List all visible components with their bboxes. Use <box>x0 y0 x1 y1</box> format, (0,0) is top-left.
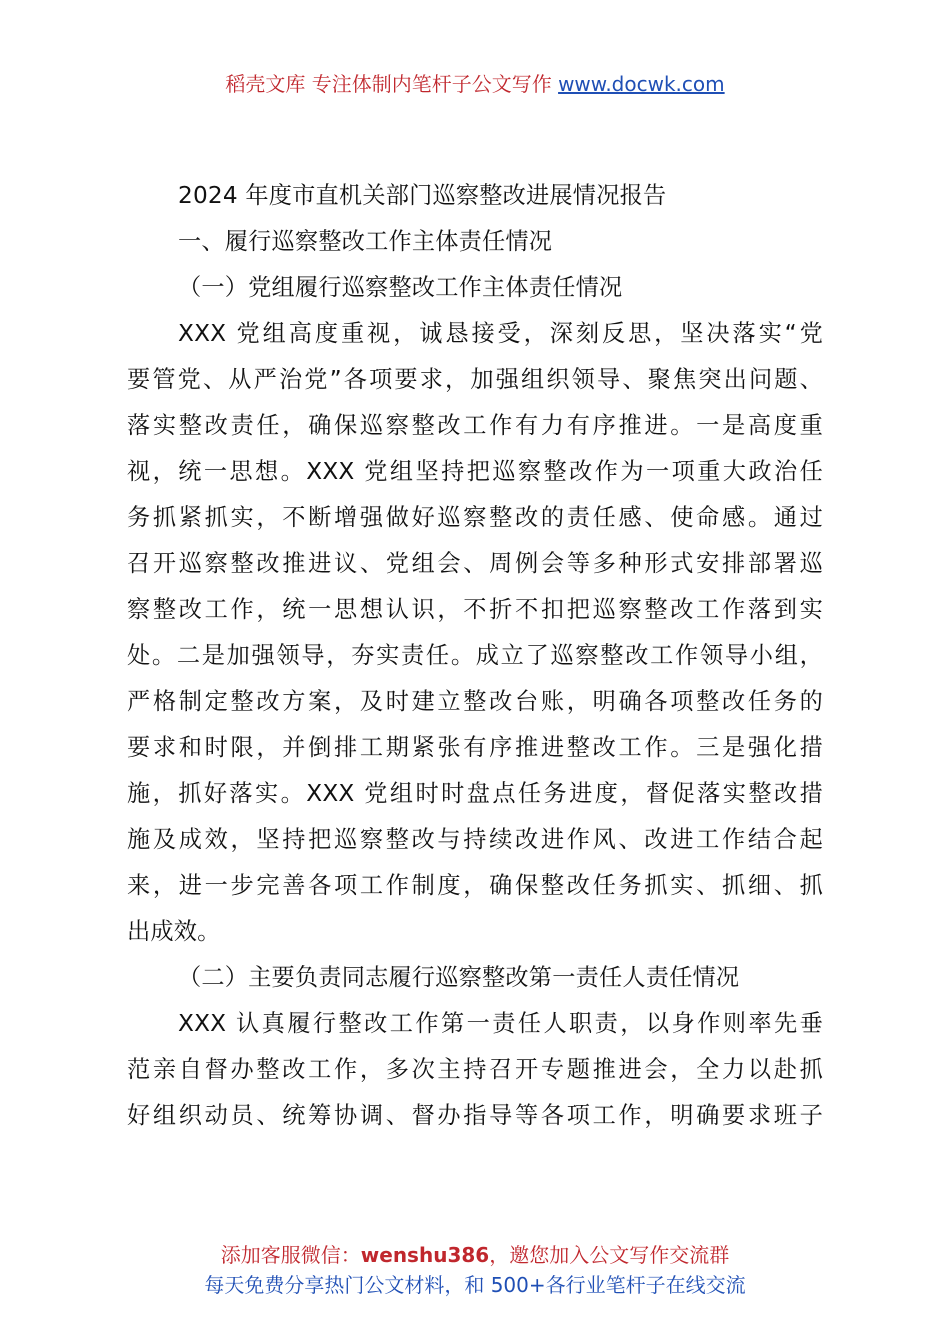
footer-share-line: 每天免费分享热门公文材料，和 500+各行业笔杆子在线交流 <box>204 1273 746 1297</box>
paragraph-line: 务抓紧抓实，不断增强做好巡察整改的责任感、使命感。通过 <box>127 504 823 531</box>
paragraph-line: XXX 党组高度重视，诚恳接受，深刻反思，坚决落实“党 <box>178 320 823 347</box>
watermark-header <box>0 70 950 98</box>
paragraph-line: 要求和时限，并倒排工期紧张有序推进整改工作。三是强化措 <box>127 734 823 761</box>
paragraph-line: 召开巡察整改推进议、党组会、周例会等多种形式安排部署巡 <box>127 550 823 577</box>
paragraph-line: 范亲自督办整改工作，多次主持召开专题推进会，全力以赴抓 <box>127 1056 823 1083</box>
header-brand-text: 稻壳文库 专注体制内笔杆子公文写作 <box>225 72 559 96</box>
subheading-1: （一）党组履行巡察整改工作主体责任情况 <box>178 274 623 301</box>
document-body <box>127 173 823 1139</box>
paragraph-line: 要管党、从严治党”各项要求，加强组织领导、聚焦突出问题、 <box>127 366 823 393</box>
paragraph-line: 落实整改责任，确保巡察整改工作有力有序推进。一是高度重 <box>127 412 823 439</box>
footer-contact-line <box>0 1240 950 1270</box>
subheading-2: （二）主要负责同志履行巡察整改第一责任人责任情况 <box>178 964 740 991</box>
watermark-footer <box>0 1240 950 1300</box>
paragraph-line: 察整改工作，统一思想认识，不折不扣把巡察整改工作落到实 <box>127 596 823 623</box>
paragraph-line: 严格制定整改方案，及时建立整改台账，明确各项整改任务的 <box>127 688 823 715</box>
paragraph-2 <box>127 1001 823 1139</box>
paragraph-line: XXX 认真履行整改工作第一责任人职责，以身作则率先垂 <box>178 1010 823 1037</box>
heading-1: 一、履行巡察整改工作主体责任情况 <box>178 228 553 255</box>
footer-wechat-id: wenshu386 <box>360 1243 490 1267</box>
paragraph-line: 处。二是加强领导，夯实责任。成立了巡察整改工作领导小组， <box>127 642 823 669</box>
paragraph-line: 出成效。 <box>127 918 221 945</box>
footer-contact-suffix: ，邀您加入公文写作交流群 <box>489 1243 730 1267</box>
document-title: 2024 年度市直机关部门巡察整改进展情况报告 <box>178 182 667 209</box>
paragraph-line: 施及成效，坚持把巡察整改与持续改进作风、改进工作结合起 <box>127 826 823 853</box>
paragraph-line: 视，统一思想。XXX 党组坚持把巡察整改作为一项重大政治任 <box>127 458 823 485</box>
header-url-link[interactable]: www.docwk.com <box>558 72 725 96</box>
paragraph-1 <box>127 311 823 955</box>
paragraph-line: 好组织动员、统筹协调、督办指导等各项工作，明确要求班子 <box>127 1102 823 1129</box>
footer-contact-prefix: 添加客服微信： <box>220 1243 361 1267</box>
paragraph-line: 施，抓好落实。XXX 党组时时盘点任务进度，督促落实整改措 <box>127 780 823 807</box>
paragraph-line: 来，进一步完善各项工作制度，确保整改任务抓实、抓细、抓 <box>127 872 823 899</box>
